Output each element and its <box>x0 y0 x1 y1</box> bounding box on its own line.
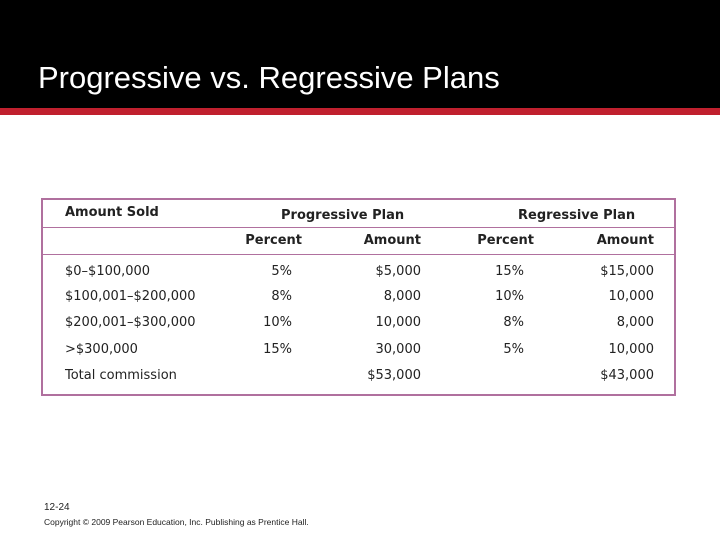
total-regressive-amount: $43,000 <box>600 368 654 383</box>
header-regressive-percent: Percent <box>477 233 534 248</box>
header-regressive-amount: Amount <box>596 233 654 248</box>
row-amount-sold: $0–$100,000 <box>65 264 151 279</box>
header-regressive-plan: Regressive Plan <box>518 208 636 223</box>
title-accent-rule <box>0 108 720 115</box>
row-amount-sold: $100,001–$200,000 <box>65 289 196 304</box>
row-regressive-amount: 10,000 <box>608 342 654 357</box>
header-divider <box>43 227 674 228</box>
row-regressive-amount: 10,000 <box>608 289 654 304</box>
copyright-notice: Copyright © 2009 Pearson Education, Inc. Publishing as Prentice Hall. <box>44 517 309 527</box>
row-progressive-amount: 10,000 <box>375 315 421 330</box>
row-regressive-amount: $15,000 <box>600 264 654 279</box>
page-number: 12-24 <box>44 502 70 513</box>
row-progressive-percent: 8% <box>271 289 292 304</box>
row-progressive-percent: 10% <box>263 315 292 330</box>
header-amount-sold: Amount Sold <box>65 205 159 220</box>
row-regressive-percent: 8% <box>503 315 524 330</box>
row-regressive-percent: 10% <box>495 289 524 304</box>
title-bar <box>0 0 720 108</box>
row-regressive-percent: 5% <box>503 342 524 357</box>
row-progressive-percent: 15% <box>263 342 292 357</box>
header-progressive-percent: Percent <box>245 233 302 248</box>
total-progressive-amount: $53,000 <box>367 368 421 383</box>
row-regressive-amount: 8,000 <box>616 315 654 330</box>
row-total-label: Total commission <box>65 368 177 383</box>
subheader-divider <box>43 254 674 255</box>
header-progressive-amount: Amount <box>363 233 421 248</box>
row-amount-sold: $200,001–$300,000 <box>65 315 196 330</box>
row-progressive-amount: 30,000 <box>375 342 421 357</box>
slide-title: Progressive vs. Regressive Plans <box>38 60 500 95</box>
row-progressive-amount: $5,000 <box>375 264 421 279</box>
header-progressive-plan: Progressive Plan <box>281 208 405 223</box>
row-progressive-percent: 5% <box>271 264 292 279</box>
row-progressive-amount: 8,000 <box>383 289 421 304</box>
row-amount-sold: >$300,000 <box>65 342 138 357</box>
commission-table <box>41 198 676 396</box>
row-regressive-percent: 15% <box>495 264 524 279</box>
